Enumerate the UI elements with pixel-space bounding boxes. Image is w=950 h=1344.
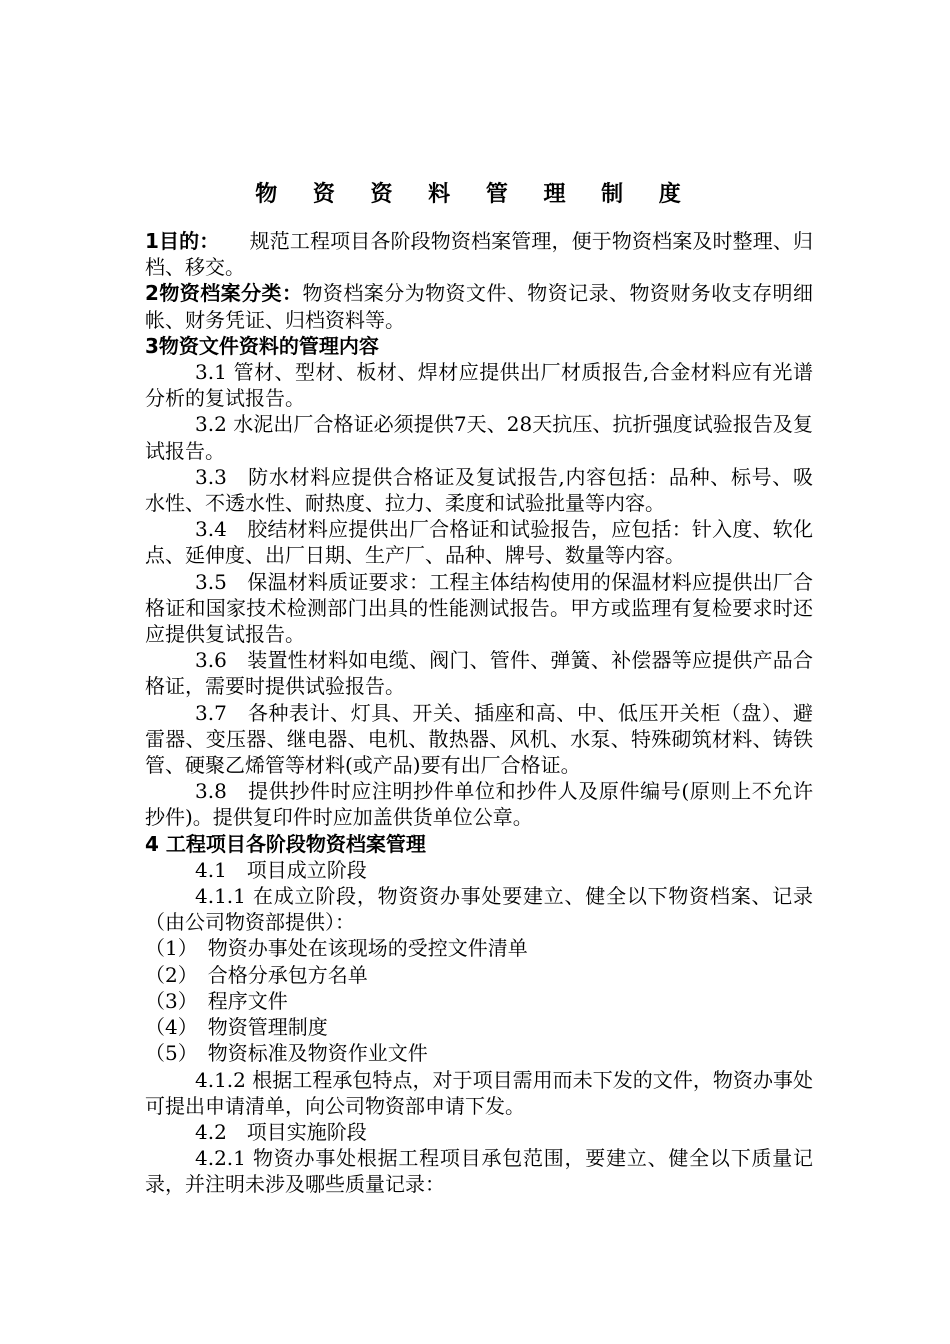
section-4-heading: 4 工程项目各阶段物资档案管理 xyxy=(145,831,426,856)
paragraph-4-2-1: 4.2.1 物资办事处根据工程项目承包范围，要建立、健全以下质量记录，并注明未涉及哪些质量记录： xyxy=(145,1146,813,1197)
paragraph-4-2: 4.2 项目实施阶段 xyxy=(195,1119,367,1144)
paragraph-3-8: 3.8 提供抄件时应注明抄件单位和抄件人及原件编号(原则上不允许抄件)。提供复印件时应加盖供货单位公章。 xyxy=(145,779,813,830)
list-item: （2） 合格分承包方名单 xyxy=(145,962,368,987)
paragraph-3-7: 3.7 各种表计、灯具、开关、插座和高、中、低压开关柜（盘）、避雷器、变压器、继电器、电机、散热器、风机、水泵、特殊砌筑材料、铸铁管、硬聚乙烯管等材料(或产品)要有出厂合格证。 xyxy=(145,700,813,778)
section-2-text: 物资档案分为物资文件、物资记录、物资财务收支存明细帐、财务凭证、归档资料等。 xyxy=(145,281,813,332)
paragraph-3-6: 3.6 装置性材料如电缆、阀门、管件、弹簧、补偿器等应提供产品合格证，需要时提供试验报告。 xyxy=(145,648,813,699)
list-item: （5） 物资标准及物资作业文件 xyxy=(145,1041,428,1066)
paragraph-3-3: 3.3 防水材料应提供合格证及复试报告,内容包括：品种、标号、吸水性、不透水性、耐热度、拉力、柔度和试验批量等内容。 xyxy=(145,464,813,516)
section-2 xyxy=(145,280,813,332)
paragraph-3-1: 3.1 管材、型材、板材、焊材应提供出厂材质报告,合金材料应有光谱分析的复试报告。 xyxy=(145,360,813,411)
list-item: （3） 程序文件 xyxy=(145,988,288,1013)
section-1-heading: 1目的： xyxy=(145,229,210,253)
paragraph-3-5: 3.5 保温材料质证要求：工程主体结构使用的保温材料应提供出厂合格证和国家技术检测部门出具的性能测试报告。甲方或监理有复检要求时还应提供复试报告。 xyxy=(145,569,813,647)
document-title: 物 资 资 料 管 理 制 度 xyxy=(255,182,695,207)
document-body xyxy=(145,228,813,1198)
section-2-heading: 2物资档案分类： xyxy=(145,281,303,306)
section-3-heading: 3物资文件资料的管理内容 xyxy=(145,333,379,358)
paragraph-3-4: 3.4 胶结材料应提供出厂合格证和试验报告，应包括：针入度、软化点、延伸度、出厂日期、生产厂、品种、牌号、数量等内容。 xyxy=(145,517,813,568)
section-1 xyxy=(145,228,813,280)
paragraph-4-1-2: 4.1.2 根据工程承包特点，对于项目需用而未下发的文件，物资办事处可提出申请清单，向公司物资部申请下发。 xyxy=(145,1067,813,1118)
section-1-text: 规范工程项目各阶段物资档案管理，便于物资档案及时整理、归档、移交。 xyxy=(145,229,814,280)
list-item: （1） 物资办事处在该现场的受控文件清单 xyxy=(145,936,528,961)
paragraph-4-1-1: 4.1.1 在成立阶段，物资资办事处要建立、健全以下物资档案、记录（由公司物资部提供）： xyxy=(145,884,813,935)
paragraph-4-1: 4.1 项目成立阶段 xyxy=(195,857,367,882)
list-item: （4） 物资管理制度 xyxy=(145,1015,328,1040)
paragraph-3-2: 3.2 水泥出厂合格证必须提供7天、28天抗压、抗折强度试验报告及复试报告。 xyxy=(145,412,813,463)
